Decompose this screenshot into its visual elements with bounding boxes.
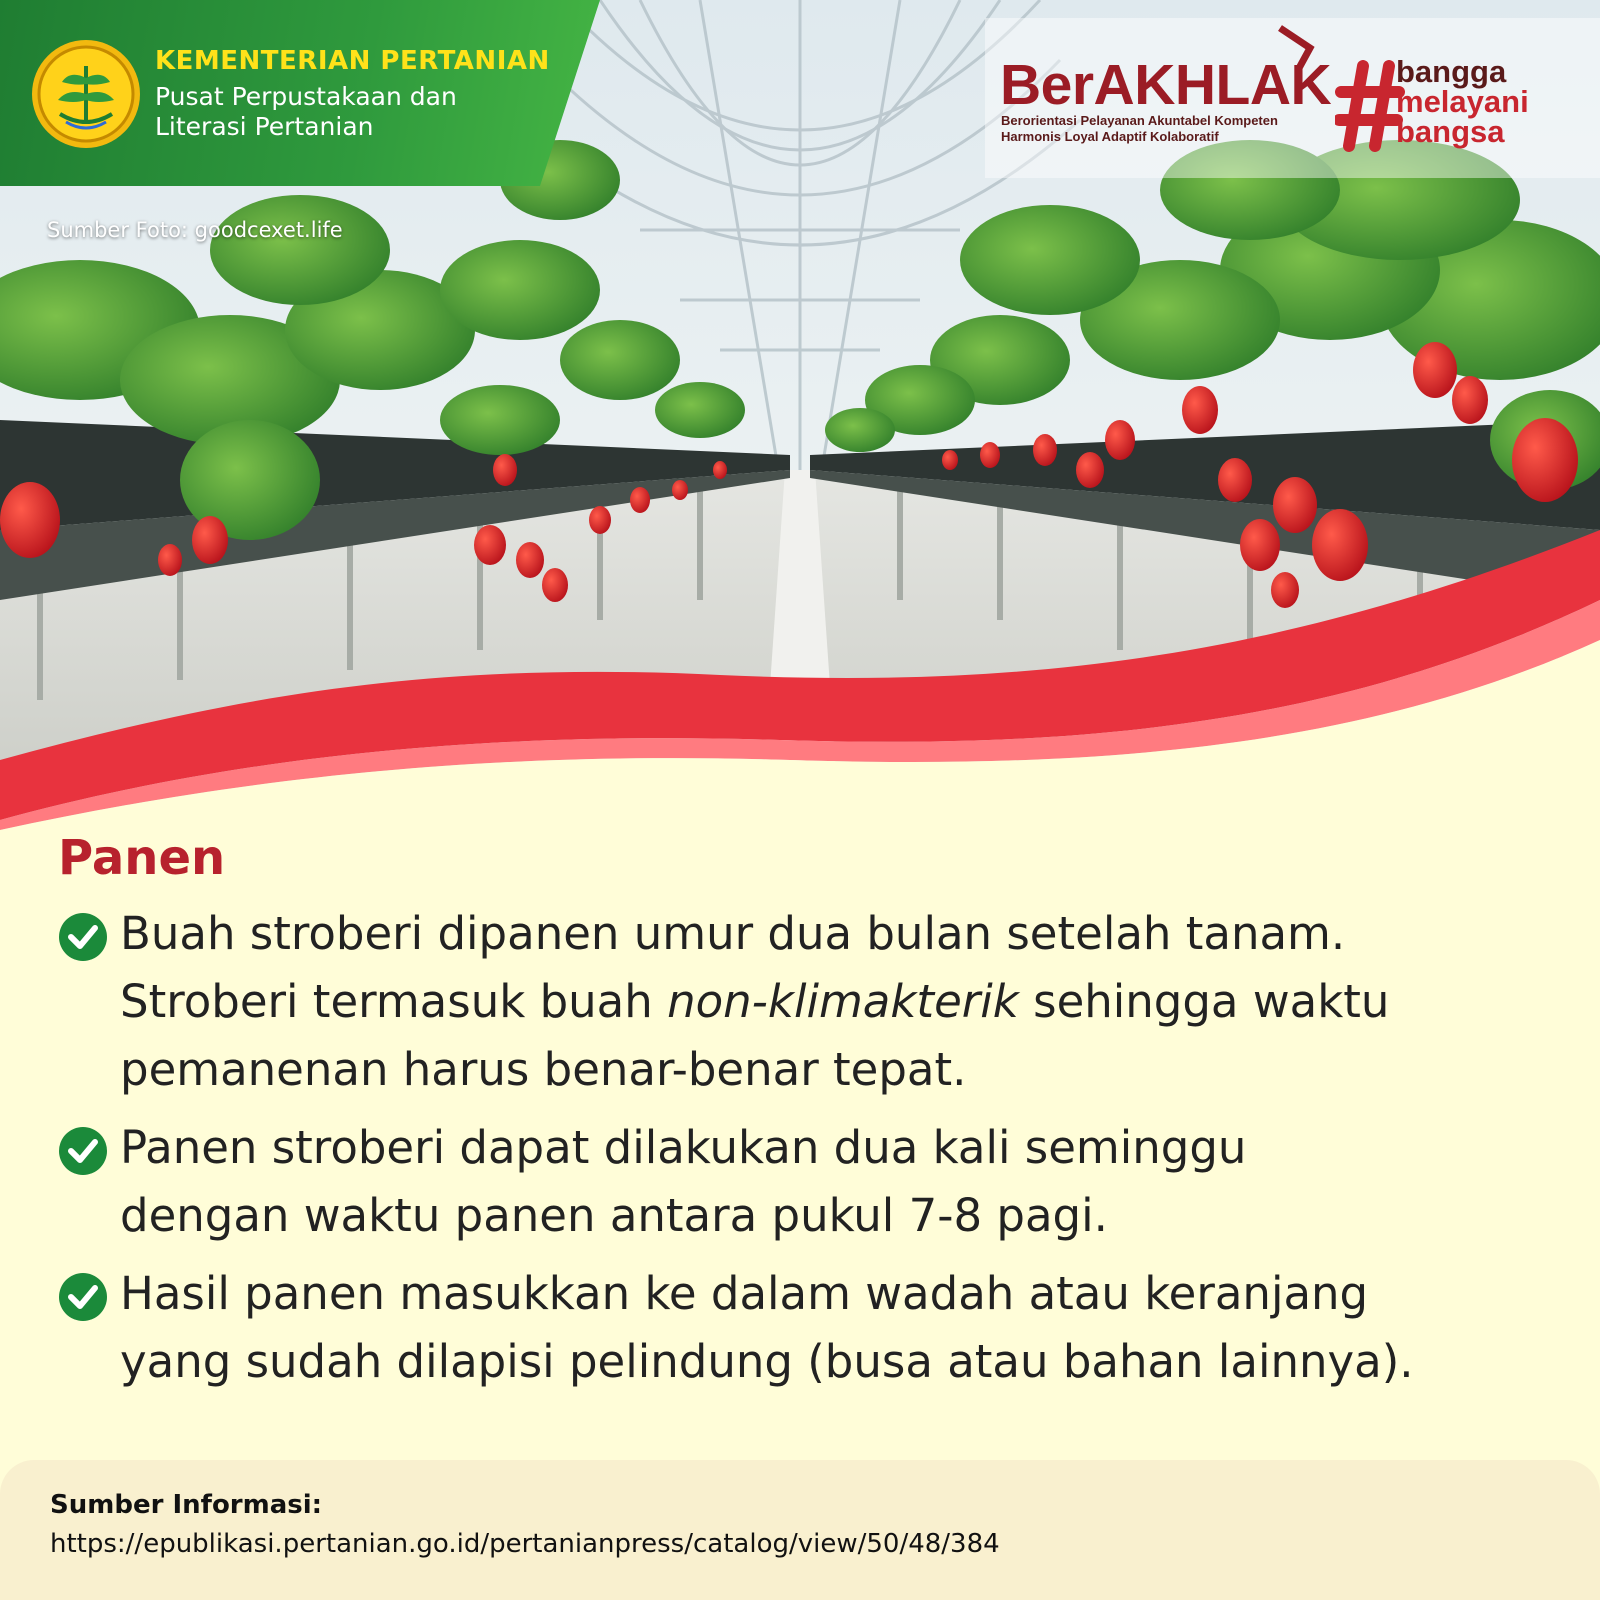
bullet-1 [120, 900, 1570, 1104]
photo-credit: Sumber Foto: goodcexet.life [47, 218, 343, 242]
ministry-name: KEMENTERIAN PERTANIAN [155, 46, 550, 76]
section-title: Panen [58, 830, 226, 886]
source-label: Sumber Informasi: [50, 1490, 323, 1520]
unit-name-line-2: Literasi Pertanian [155, 112, 374, 141]
check-circle-icon [58, 912, 108, 962]
bullet-3-line-2: yang sudah dilapisi pelindung (busa atau bahan lainnya). [120, 1335, 1414, 1388]
berakhlak-tagline-2: Harmonis Loyal Adaptif Kolaboratif [1001, 129, 1219, 144]
source-url[interactable]: https://epublikasi.pertanian.go.id/pertanianpress/catalog/view/50/48/384 [50, 1529, 1000, 1559]
bullet-2-line-1: Panen stroberi dapat dilakukan dua kali seminggu [120, 1121, 1247, 1174]
berakhlak-tagline-1: Berorientasi Pelayanan Akuntabel Kompeten [1001, 113, 1278, 128]
check-circle-icon [58, 1272, 108, 1322]
bullet-3-line-1: Hasil panen masukkan ke dalam wadah atau keranjang [120, 1267, 1369, 1320]
berakhlak-title: BerAKHLAK [1000, 53, 1332, 117]
kementan-emblem-icon [30, 38, 142, 150]
bullet-1-italic-term: non-klimakterik [667, 975, 1019, 1028]
bullet-1-line-1: Buah stroberi dipanen umur dua bulan setelah tanam. [120, 907, 1346, 960]
slogan-line-2: melayani [1396, 84, 1529, 119]
bullet-3 [120, 1260, 1570, 1396]
bullet-1-line-3: pemanenan harus benar-benar tepat. [120, 1043, 967, 1096]
bullet-1-line-2: Stroberi termasuk buah non-klimakterik sehingga waktu [120, 975, 1390, 1028]
arrow-chevron-icon [1270, 24, 1330, 74]
bullet-2 [120, 1114, 1570, 1250]
slogan-line-3: bangsa [1396, 114, 1505, 149]
bullet-2-line-2: dengan waktu panen antara pukul 7-8 pagi. [120, 1189, 1108, 1242]
unit-name-line-1: Pusat Perpustakaan dan [155, 82, 457, 111]
check-circle-icon [58, 1126, 108, 1176]
slogan-line-1: bangga [1396, 54, 1507, 89]
hashtag-icon [1335, 60, 1405, 152]
